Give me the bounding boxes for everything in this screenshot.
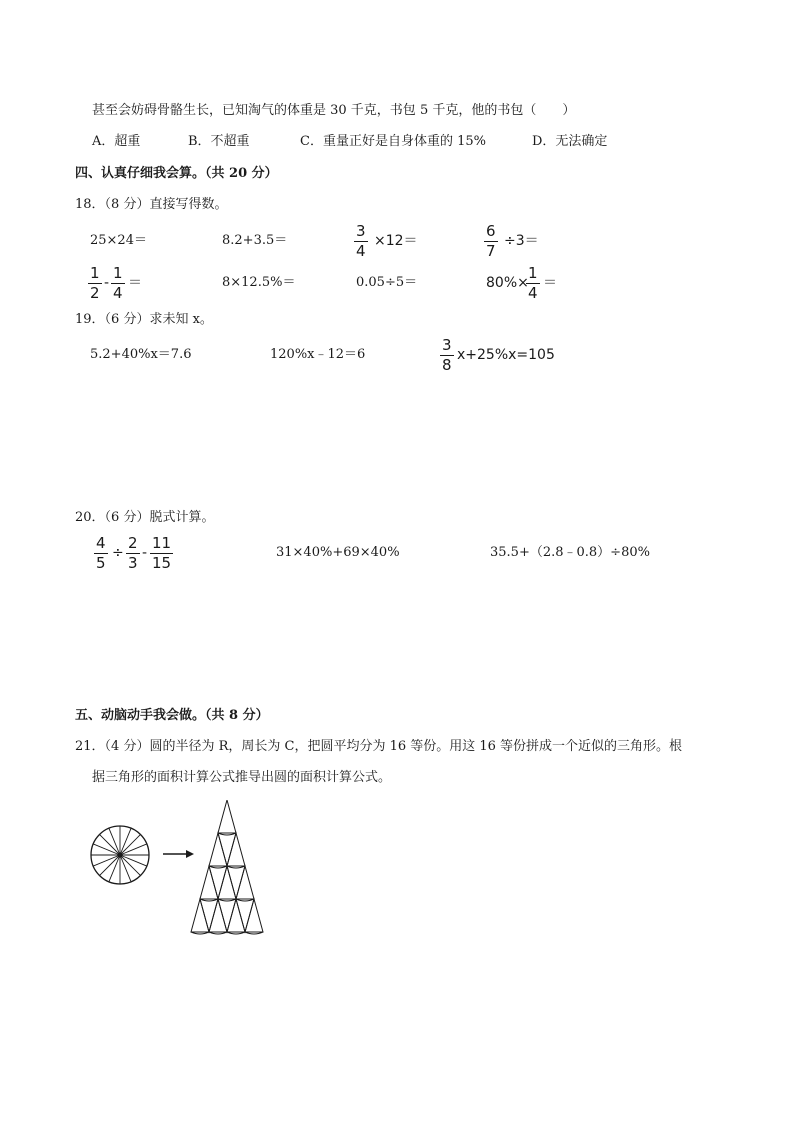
- q20-expr-1-fraction-3: [150, 536, 173, 571]
- numerator: 1: [113, 264, 123, 282]
- denominator: 4: [528, 284, 538, 302]
- sector-piece: [218, 899, 236, 932]
- sector-piece: [200, 866, 218, 899]
- question-21-line-2: 据三角形的面积计算公式推导出圆的面积计算公式。: [92, 770, 392, 785]
- denominator: 3: [128, 554, 138, 572]
- question-20-prompt: 20．（6 分）脱式计算。: [75, 510, 215, 525]
- q18-item-2: 8.2+3.5＝: [222, 233, 288, 248]
- sector-piece: [191, 899, 209, 932]
- q18-item-8-prefix: 80%×: [486, 275, 529, 291]
- q18-item-8-rest: ＝: [543, 275, 557, 291]
- sector-piece: [218, 800, 236, 833]
- question-18-prompt: 18．（8 分）直接写得数。: [75, 197, 228, 212]
- section-4-title: 四、认真仔细我会算。（共 20 分）: [75, 166, 278, 181]
- sector-piece: [245, 899, 263, 932]
- q18-item-5-operator: -: [104, 275, 110, 291]
- q19-equation-3-fraction: [440, 338, 454, 373]
- option-a: A．超重: [92, 134, 141, 149]
- circle-to-triangle-diagram: [90, 800, 270, 940]
- sector-piece: [218, 833, 236, 866]
- sector-piece: [200, 899, 218, 932]
- arrow-icon: [163, 850, 194, 858]
- q18-item-4-rest: ÷3＝: [504, 233, 539, 249]
- q18-item-4-fraction: [484, 224, 498, 259]
- q18-item-5-rest: ＝: [128, 275, 142, 291]
- q20-expr-3: 35.5+（2.8﹣0.8）÷80%: [490, 545, 650, 560]
- numerator: 1: [90, 264, 100, 282]
- q18-item-6: 8×12.5%＝: [222, 275, 296, 290]
- q20-expr-2: 31×40%+69×40%: [276, 545, 400, 560]
- denominator: 8: [442, 356, 452, 374]
- sectored-circle: [91, 826, 149, 884]
- q18-item-1: 25×24＝: [90, 233, 147, 248]
- approximate-triangle: [191, 800, 263, 934]
- numerator: 4: [96, 534, 106, 552]
- numerator: 3: [442, 336, 452, 354]
- sector-piece: [209, 899, 227, 932]
- numerator: 11: [152, 534, 172, 552]
- sector-piece: [236, 899, 254, 932]
- numerator: 3: [356, 222, 366, 240]
- denominator: 15: [152, 554, 172, 572]
- sector-piece: [209, 833, 227, 866]
- q20-expr-1-fraction-1: [94, 536, 108, 571]
- denominator: 4: [356, 242, 366, 260]
- numerator: 1: [528, 264, 538, 282]
- q18-item-5-fraction-1: [88, 266, 102, 301]
- sector-piece: [227, 866, 245, 899]
- q20-expr-1-operator-2: -: [142, 545, 148, 561]
- numerator: 2: [128, 534, 138, 552]
- q18-item-8-fraction: [526, 266, 540, 301]
- denominator: 2: [90, 284, 100, 302]
- q18-item-7: 0.05÷5＝: [356, 275, 418, 290]
- question-19-prompt: 19．（6 分）求未知 x。: [75, 312, 213, 327]
- sector-piece: [218, 866, 236, 899]
- q18-item-3-fraction: [354, 224, 368, 259]
- section-5-title: 五、动脑动手我会做。（共 8 分）: [75, 708, 269, 723]
- q20-expr-1-operator-1: ÷: [112, 545, 124, 561]
- q18-item-5-fraction-2: [111, 266, 125, 301]
- sector-piece: [236, 866, 254, 899]
- q19-equation-3-rest: x+25%x=105: [457, 347, 555, 363]
- denominator: 4: [113, 284, 123, 302]
- q18-item-3-rest: ×12＝: [374, 233, 418, 249]
- option-b: B．不超重: [188, 134, 250, 149]
- option-d: D．无法确定: [532, 134, 608, 149]
- option-c: C．重量正好是自身体重的 15%: [300, 134, 486, 149]
- q19-equation-1: 5.2+40%x＝7.6: [90, 347, 192, 362]
- denominator: 5: [96, 554, 106, 572]
- sector-piece: [227, 833, 245, 866]
- sector-piece: [227, 899, 245, 932]
- question-17-stem-continued: 甚至会妨碍骨骼生长，已知淘气的体重是 30 千克，书包 5 千克，他的书包（ ）: [92, 103, 576, 118]
- denominator: 7: [486, 242, 496, 260]
- q19-equation-2: 120%x﹣12＝6: [270, 347, 366, 362]
- question-21-line-1: 21．（4 分）圆的半径为 R，周长为 C，把圆平均分为 16 等份。用这 16 等份拼成一个近似的三角形。根: [75, 739, 683, 754]
- sector-piece: [209, 866, 227, 899]
- q20-expr-1-fraction-2: [126, 536, 140, 571]
- numerator: 6: [486, 222, 496, 240]
